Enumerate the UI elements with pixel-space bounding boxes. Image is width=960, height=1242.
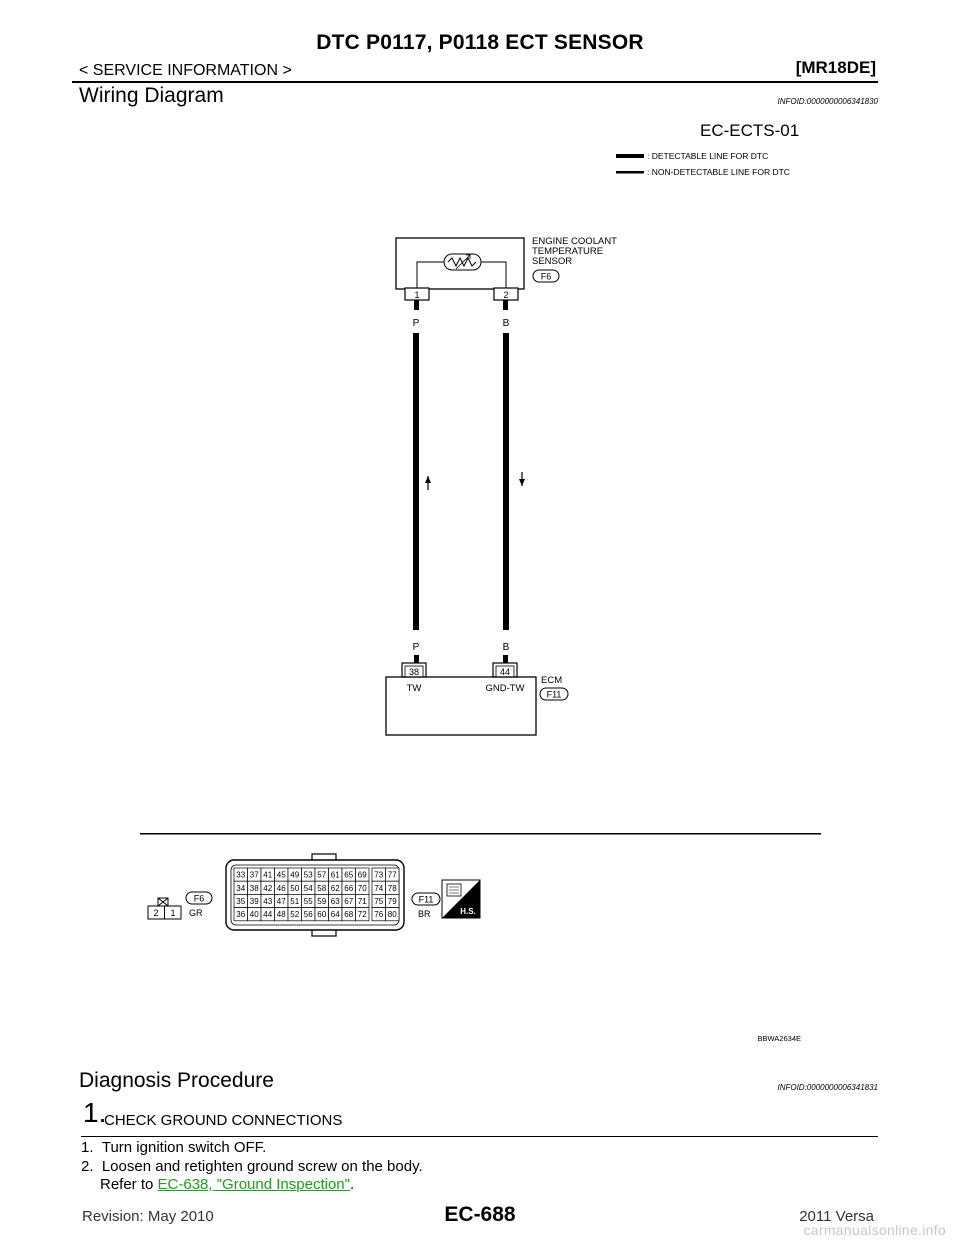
f11-pin-label: 67 [344, 897, 354, 906]
f6-face-color: GR [189, 908, 203, 918]
footer-revision: Revision: May 2010 [82, 1208, 214, 1225]
page-title: DTC P0117, P0118 ECT SENSOR [316, 31, 644, 54]
f11-pin-label: 50 [290, 883, 300, 893]
f11-pin-label: 80 [387, 910, 397, 920]
ecm-terminal-tw: TW [406, 683, 422, 694]
ect-sensor [396, 236, 617, 300]
wire-color-right-bottom: B [502, 642, 510, 653]
refer-prefix: Refer to [100, 1176, 158, 1193]
ecm-pin-38: 38 [408, 667, 420, 677]
f11-pin-label: 41 [263, 870, 273, 880]
f6-face-pin-2: 2 [153, 908, 159, 918]
f11-pin-label: 73 [374, 870, 384, 880]
f11-pin-label: 66 [344, 883, 354, 893]
hs-label: H.S. [460, 907, 476, 916]
sensor-pin-1: 1 [414, 290, 420, 300]
f11-pin-label: 61 [330, 870, 340, 880]
sensor-label-line3: SENSOR [532, 256, 573, 267]
f11-pin-label: 55 [303, 897, 313, 906]
wire-p [413, 333, 419, 630]
f11-face-label: F11 [418, 894, 434, 905]
f11-pin-label: 40 [249, 910, 259, 920]
f11-pin-label: 71 [357, 897, 367, 906]
f11-pin-label: 77 [387, 870, 397, 880]
wire-b [503, 333, 509, 630]
legend-detectable-swatch [616, 154, 644, 158]
wire-color-left-bottom: P [412, 642, 420, 653]
f6-face-pin-1: 1 [170, 908, 176, 918]
f6-face-label: F6 [193, 893, 205, 904]
step-title: CHECK GROUND CONNECTIONS [104, 1112, 343, 1129]
f11-pin-label: 46 [276, 883, 286, 893]
watermark: carmanualsonline.info [803, 1222, 946, 1238]
step-rule [81, 1136, 878, 1137]
f11-pin-grid [234, 868, 399, 921]
f11-pin-label: 63 [330, 897, 340, 906]
step-instruction-2: 2. Loosen and retighten ground screw on the body. [81, 1158, 423, 1175]
f11-pin-label: 68 [344, 910, 354, 920]
f11-pin-label: 53 [303, 870, 313, 880]
legend-detectable: : DETECTABLE LINE FOR DTC [647, 151, 769, 161]
refer-suffix: . [349, 1176, 355, 1193]
f11-pin-label: 49 [290, 870, 300, 880]
diagram-id: EC-ECTS-01 [700, 121, 800, 140]
f11-pin-label: 47 [276, 897, 286, 906]
diagram-divider [140, 833, 821, 835]
f11-pin-label: 37 [249, 870, 259, 880]
thermistor-icon [448, 258, 476, 266]
step-number: 1. [83, 1097, 107, 1128]
f11-pin-label: 42 [263, 883, 273, 893]
f11-pin-label: 62 [330, 883, 340, 893]
footer-page-number: EC-688 [444, 1203, 516, 1226]
f11-pin-label: 43 [263, 897, 273, 906]
f11-pin-label: 51 [290, 897, 300, 906]
sensor-label-line2: TEMPERATURE [532, 246, 604, 257]
arrow-up-icon [425, 476, 431, 483]
f11-pin-label: 75 [374, 897, 384, 906]
ecm-terminal-gnd-tw: GND-TW [485, 683, 525, 694]
f11-connector-face [226, 854, 480, 936]
legend-non-detectable-swatch [616, 171, 644, 174]
f11-pin-label: 60 [317, 910, 327, 920]
f11-pin-label: 48 [276, 910, 286, 920]
sensor-pin-2: 2 [503, 290, 509, 300]
f11-pin-label: 54 [303, 883, 313, 893]
f11-pin-label: 38 [249, 883, 259, 893]
step-reference [100, 1176, 354, 1193]
f11-pin-label: 70 [357, 883, 367, 893]
figure-code: BBWA2634E [757, 1034, 801, 1043]
f6-connector-face [148, 892, 212, 919]
wire-color-left-top: P [412, 318, 420, 329]
f11-pin-label: 33 [236, 870, 246, 880]
f11-pin-label: 78 [387, 883, 397, 893]
f11-pin-label: 76 [374, 910, 384, 920]
f11-pin-label: 69 [357, 870, 367, 880]
footer-model: 2011 Versa [799, 1208, 874, 1225]
f11-pin-label: 39 [249, 897, 259, 906]
f11-pin-label: 65 [344, 870, 354, 880]
engine-code: [MR18DE] [795, 58, 876, 77]
f11-pin-label: 59 [317, 897, 327, 906]
f11-pin-label: 64 [330, 910, 340, 920]
ground-inspection-link[interactable]: EC-638, "Ground Inspection" [157, 1176, 350, 1193]
f11-pin-label: 45 [276, 870, 286, 880]
arrow-down-icon [519, 479, 525, 486]
ecm-pin-44: 44 [499, 667, 511, 677]
f11-pin-label: 79 [387, 897, 397, 906]
sensor-label-line1: ENGINE COOLANT [532, 236, 617, 247]
f11-pin-label: 58 [317, 883, 327, 893]
f11-pin-label: 72 [357, 910, 367, 920]
wiring-diagram-heading: Wiring Diagram [79, 84, 224, 107]
wiring-diagram-infoid: INFOID:0000000006341830 [777, 97, 878, 106]
f11-pin-label: 36 [236, 910, 246, 920]
ecm-connector-id: F11 [546, 689, 562, 700]
f11-pin-label: 74 [374, 883, 384, 893]
f11-pin-label: 44 [263, 910, 273, 920]
f11-pin-label: 52 [290, 910, 300, 920]
connector-lock-icon [158, 898, 168, 906]
f11-pin-label: 57 [317, 870, 327, 880]
step-instruction-1: 1. Turn ignition switch OFF. [81, 1139, 267, 1156]
ecm-block [386, 663, 568, 735]
diagnosis-procedure-heading: Diagnosis Procedure [79, 1069, 274, 1092]
wire-color-right-top: B [502, 318, 510, 329]
f11-face-color: BR [418, 909, 431, 919]
f11-pin-label: 56 [303, 910, 313, 920]
legend-non-detectable: : NON-DETECTABLE LINE FOR DTC [647, 167, 790, 177]
sensor-connector-id: F6 [540, 271, 552, 282]
section-breadcrumb: < SERVICE INFORMATION > [79, 62, 292, 79]
f11-pin-label: 34 [236, 883, 246, 893]
ecm-label: ECM [541, 675, 563, 686]
f11-pin-label: 35 [236, 897, 246, 906]
diagnosis-procedure-infoid: INFOID:0000000006341831 [777, 1083, 878, 1092]
